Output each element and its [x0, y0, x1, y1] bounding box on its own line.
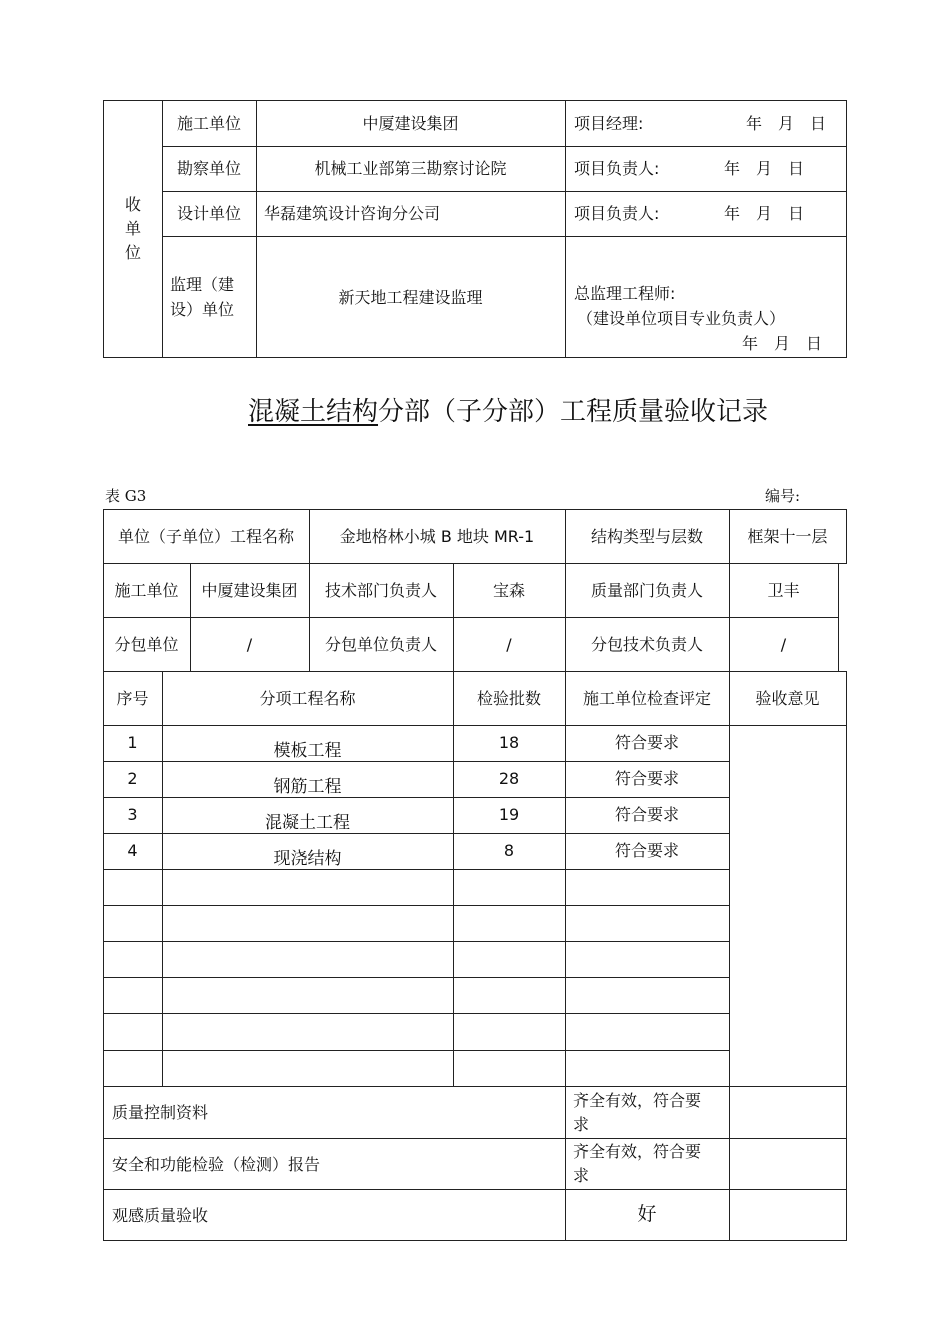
- item-number: 3: [127, 805, 138, 824]
- unit-role-label: 施工单位: [176, 114, 241, 133]
- sign-date: 年 月 日: [742, 334, 823, 353]
- item-number: 2: [127, 769, 138, 788]
- column-header: 施工单位检查评定: [582, 689, 711, 708]
- signer-label: 项目负责人:: [574, 159, 660, 178]
- subcontractor-label: 分包单位: [114, 635, 179, 654]
- form-code: 表 G3: [105, 487, 147, 505]
- unit-name: 新天地工程建设监理: [338, 288, 483, 307]
- signer-label: 项目负责人:: [574, 204, 660, 223]
- unit-role-label: 勘察单位: [176, 159, 241, 178]
- sign-date: 年 月 日: [746, 114, 827, 133]
- unit-name: 机械工业部第三勘察讨论院: [314, 159, 507, 178]
- sign-date: 年 月 日: [724, 204, 805, 223]
- sub-head-value: /: [506, 635, 512, 654]
- quality-control-docs-eval: 齐全有效，符合要: [573, 1091, 702, 1110]
- item-number: 1: [127, 733, 138, 752]
- safety-function-report-label: 安全和功能检验（检测）报告: [112, 1155, 321, 1174]
- title-rest: 分部（子分部）工程质量验收记录: [378, 397, 769, 427]
- item-batches: 19: [498, 805, 520, 824]
- item-evaluation: 符合要求: [614, 805, 679, 824]
- serial-number-label: 编号:: [765, 487, 801, 505]
- signer-label: 总监理工程师:: [574, 284, 676, 303]
- item-name: 混凝土工程: [265, 813, 350, 833]
- visual-quality-label: 观感质量验收: [112, 1206, 209, 1225]
- unit-name: 华磊建筑设计咨询分公司: [264, 204, 441, 223]
- column-header: 验收意见: [755, 689, 820, 708]
- sub-tech-label: 分包技术负责人: [590, 635, 703, 654]
- structure-type-label: 结构类型与层数: [590, 527, 703, 546]
- signer-label: 项目经理:: [574, 114, 644, 133]
- item-name: 钢筋工程: [273, 777, 342, 797]
- visual-quality-eval: 好: [637, 1203, 657, 1225]
- unit-role-label: 监理（建: [170, 275, 235, 294]
- quality-control-docs-label: 质量控制资料: [112, 1103, 209, 1122]
- unit-role-label: 设计单位: [176, 204, 241, 223]
- structure-type-value: 框架十一层: [747, 527, 828, 546]
- item-evaluation: 符合要求: [614, 769, 679, 788]
- item-batches: 8: [503, 841, 515, 860]
- item-name: 现浇结构: [273, 849, 342, 869]
- column-header: 分项工程名称: [259, 689, 356, 708]
- column-header: 检验批数: [476, 689, 541, 708]
- column-header: 序号: [116, 689, 149, 708]
- item-evaluation: 符合要求: [614, 841, 679, 860]
- quality-head-label: 质量部门负责人: [590, 581, 703, 600]
- receiving-units-label: 收单位: [124, 195, 141, 262]
- contractor-value: 中厦建设集团: [201, 581, 298, 600]
- project-name-value: 金地格林小城 B 地块 MR-1: [339, 527, 535, 546]
- tech-head-label: 技术部门负责人: [324, 581, 437, 600]
- title-underlined-part: 混凝土结构: [248, 397, 379, 427]
- item-number: 4: [127, 841, 138, 860]
- item-batches: 28: [498, 769, 520, 788]
- item-batches: 18: [498, 733, 520, 752]
- item-name: 模板工程: [273, 741, 342, 761]
- item-evaluation: 符合要求: [614, 733, 679, 752]
- tech-head-value: 宝森: [492, 581, 525, 600]
- unit-role-label: 设）单位: [170, 300, 235, 319]
- safety-function-report-eval: 齐全有效，符合要: [573, 1142, 702, 1161]
- sign-date: 年 月 日: [724, 159, 805, 178]
- quality-head-value: 卫丰: [767, 581, 800, 600]
- project-name-label: 单位（子单位）工程名称: [117, 527, 294, 546]
- contractor-label: 施工单位: [114, 581, 179, 600]
- unit-name: 中厦建设集团: [362, 114, 459, 133]
- sub-head-label: 分包单位负责人: [324, 635, 437, 654]
- page-title: [248, 395, 768, 429]
- subcontractor-value: /: [246, 635, 253, 654]
- quality-control-docs-eval-cont: 求: [573, 1115, 590, 1134]
- sub-tech-value: /: [780, 635, 787, 654]
- signer-note: （建设单位项目专业负责人）: [577, 309, 786, 328]
- safety-function-report-eval-cont: 求: [573, 1166, 590, 1185]
